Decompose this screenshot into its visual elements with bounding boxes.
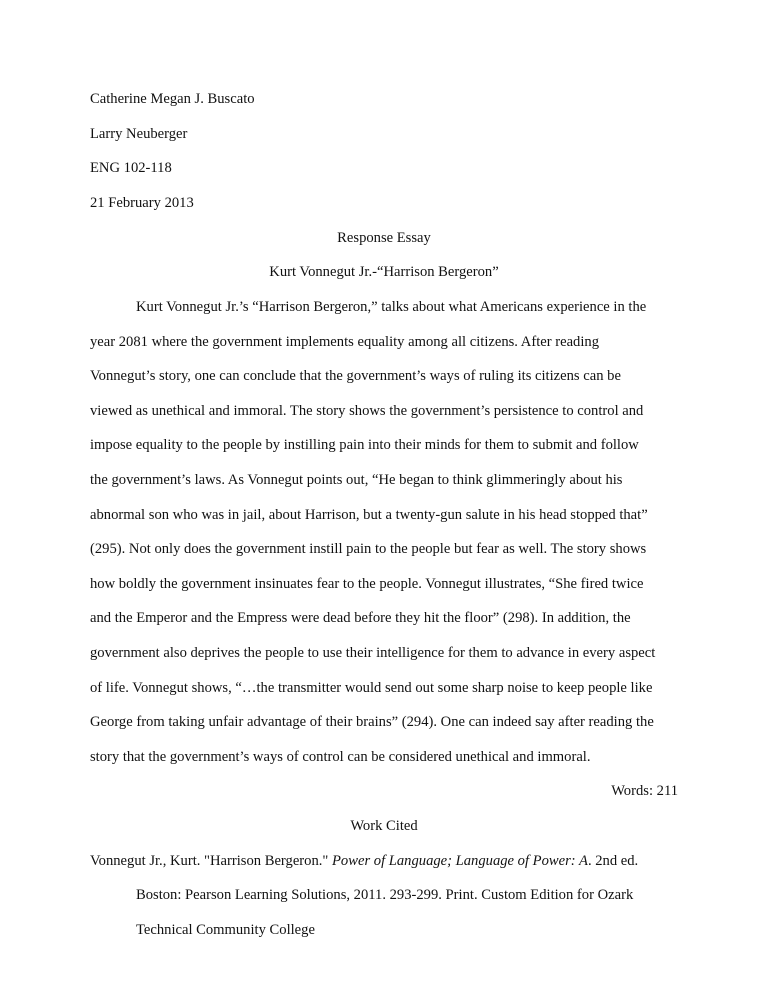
citation-line-2: Boston: Pearson Learning Solutions, 2011. 293-299. Print. Custom Edition for Ozark: [136, 887, 634, 903]
body-line: Kurt Vonnegut Jr.’s “Harrison Bergeron,” talks about what Americans experience in the: [136, 299, 647, 315]
body-line: abnormal son who was in jail, about Harrison, but a twenty-gun salute in his head stopped that”: [90, 507, 648, 523]
body-line: viewed as unethical and immoral. The story shows the government’s persistence to control and: [90, 403, 644, 419]
body-line: year 2081 where the government implements equality among all citizens. After reading: [90, 334, 599, 350]
citation-line-1: [90, 852, 678, 870]
body-line: how boldly the government insinuates fear to the people. Vonnegut illustrates, “She fired twice: [90, 576, 644, 592]
body-line: impose equality to the people by instilling pain into their minds for them to submit and follow: [90, 437, 639, 453]
essay-title: Response Essay: [337, 230, 431, 246]
author-name: Catherine Megan J. Buscato: [90, 91, 255, 107]
essay-date: 21 February 2013: [90, 195, 194, 211]
instructor-name: Larry Neuberger: [90, 126, 188, 142]
body-line: George from taking unfair advantage of their brains” (294). One can indeed say after reading the: [90, 714, 654, 730]
citation-edition: . 2nd ed.: [587, 853, 639, 869]
word-count: Words: 211: [611, 783, 678, 799]
body-line: Vonnegut’s story, one can conclude that the government’s ways of ruling its citizens can be: [90, 368, 621, 384]
citation-author-title: Vonnegut Jr., Kurt. "Harrison Bergeron.": [90, 853, 333, 869]
essay-subtitle: Kurt Vonnegut Jr.-“Harrison Bergeron”: [269, 264, 499, 280]
body-line: story that the government’s ways of control can be considered unethical and immoral.: [90, 749, 591, 765]
citation-book-title: Power of Language; Language of Power: A: [332, 853, 588, 869]
works-cited-heading: Work Cited: [350, 818, 418, 834]
course-code: ENG 102-118: [90, 160, 172, 176]
citation-line-3: Technical Community College: [136, 922, 315, 938]
body-line: the government’s laws. As Vonnegut points out, “He began to think glimmeringly about his: [90, 472, 623, 488]
body-line: (295). Not only does the government instill pain to the people but fear as well. The story shows: [90, 541, 647, 557]
body-line: of life. Vonnegut shows, “…the transmitter would send out some sharp noise to keep people like: [90, 680, 653, 696]
body-line: government also deprives the people to use their intelligence for them to advance in every aspect: [90, 645, 656, 661]
body-line: and the Emperor and the Empress were dead before they hit the floor” (298). In addition, the: [90, 610, 631, 626]
